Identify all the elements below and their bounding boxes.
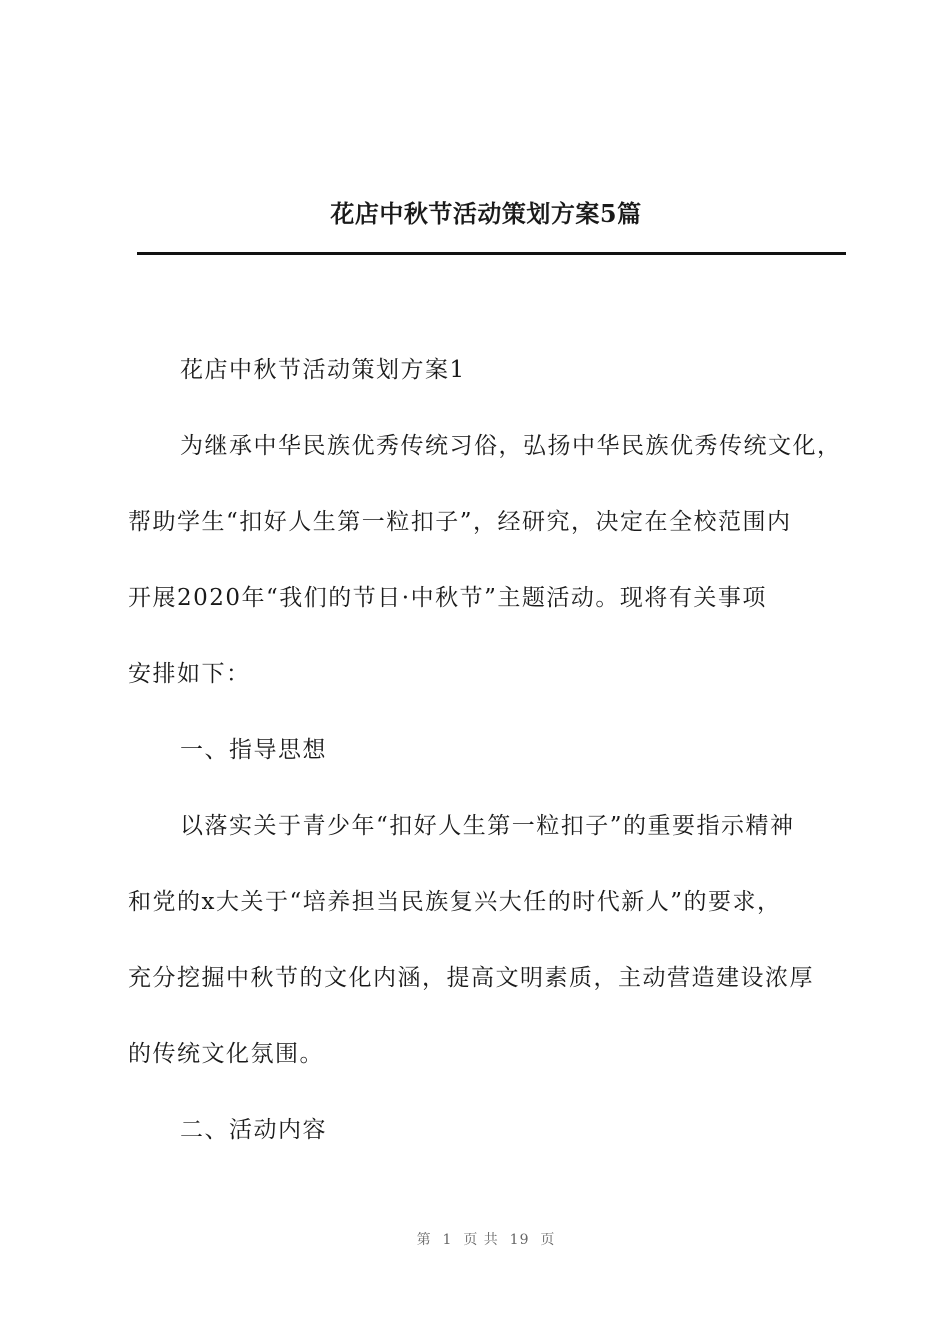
guiding-line-4: 的传统文化氛围。: [128, 1041, 324, 1067]
heading-activity-content: 二、活动内容: [180, 1117, 327, 1143]
document-body: [128, 332, 860, 1168]
heading-guiding-thought: 一、指导思想: [180, 737, 327, 763]
guiding-line-1: 以落实关于青少年“扣好人生第一粒扣子”的重要指示精神: [180, 813, 795, 839]
page-number-footer: 第 1 页 共 19 页: [416, 1232, 556, 1248]
intro-line-3: 开展2020年“我们的节日·中秋节”主题活动。现将有关事项: [128, 585, 767, 611]
intro-line-2: 帮助学生“扣好人生第一粒扣子”，经研究，决定在全校范围内: [128, 509, 792, 535]
section-heading: 花店中秋节活动策划方案1: [180, 357, 466, 383]
intro-line-1: 为继承中华民族优秀传统习俗，弘扬中华民族优秀传统文化，: [180, 433, 842, 459]
intro-line-4: 安排如下：: [128, 661, 251, 687]
guiding-line-2: 和党的x大关于“培养担当民族复兴大任的时代新人”的要求，: [128, 889, 782, 915]
title-underline: [137, 252, 846, 255]
guiding-line-3: 充分挖掘中秋节的文化内涵，提高文明素质，主动营造建设浓厚: [128, 965, 814, 991]
document-title: 花店中秋节活动策划方案5篇: [330, 199, 642, 228]
